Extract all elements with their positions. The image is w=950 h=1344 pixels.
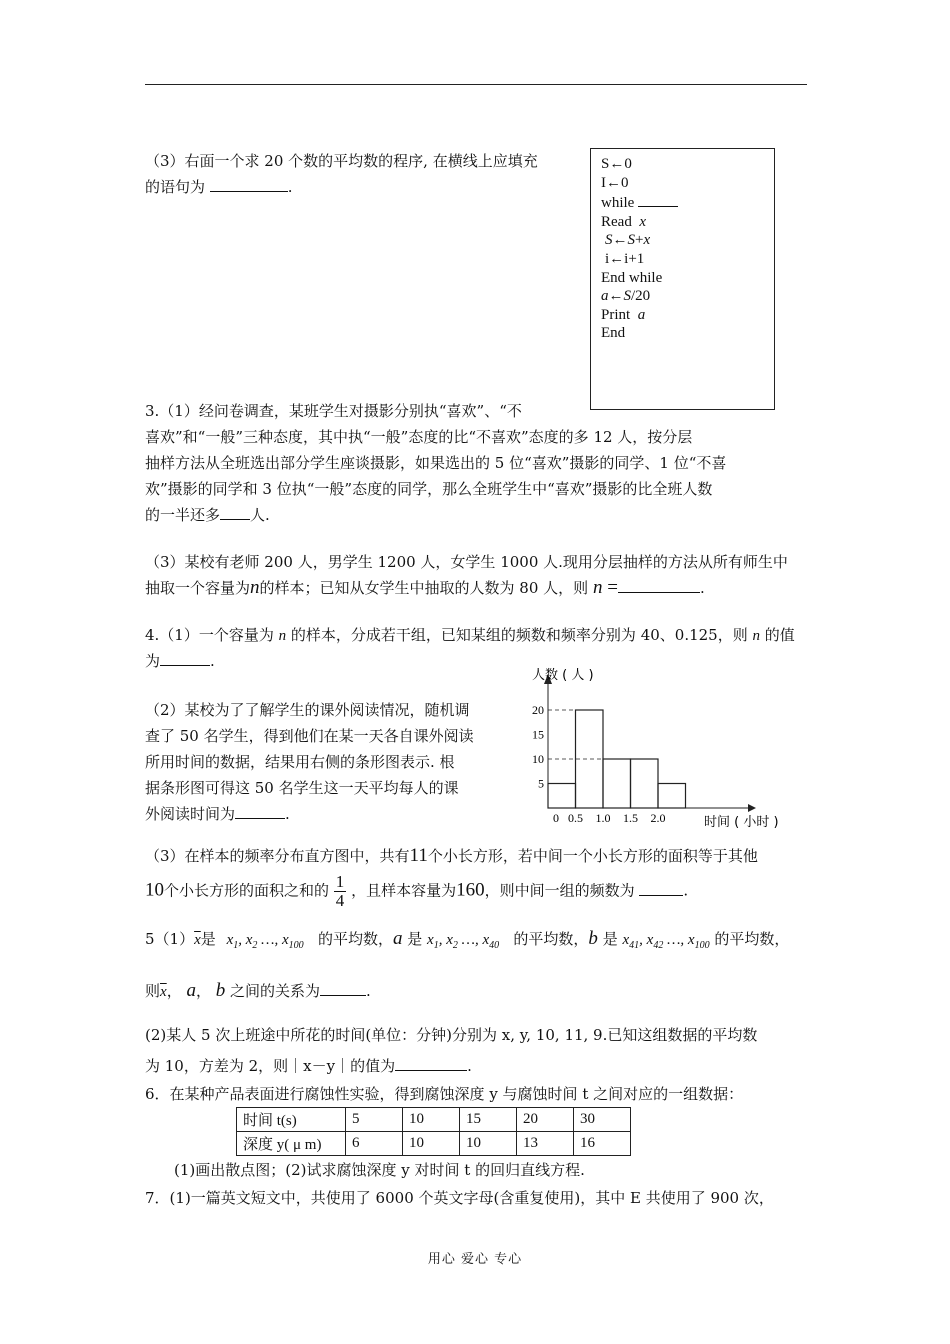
reading-time-bar-chart [520,660,780,835]
q3-1-line4: 欢”摄影的同学和 3 位执“一般”态度的同学，那么全班学生中“喜欢”摄影的比全班人数 [145,480,713,498]
table-cell: 6 [346,1132,403,1156]
table-cell: 13 [517,1132,574,1156]
row-label: 深度 y( μ m) [237,1132,346,1156]
corrosion-data-table [236,1107,631,1156]
q3-1-line3: 抽样方法从全班选出部分学生座谈摄影，如果选出的 5 位“喜欢”摄影的同学、1 位“不喜 [145,454,727,472]
q4-2-line2: 查了 50 名学生，得到他们在某一天各自课外阅读 [145,727,474,745]
q3-1-line5: 的一半还多 人. [145,506,270,524]
q2-3-line2: 的语句为 . [145,178,293,196]
code-line-2: I←0 [601,174,629,191]
while-blank[interactable] [638,192,678,207]
x-tick-label: 0 [553,811,559,825]
table-cell: 10 [403,1108,460,1132]
answer-blank[interactable] [395,1056,467,1071]
q5-1-line2: 则$\overline{x}$， a， b 之间的关系为 . [145,980,371,1001]
x-tick-label: 1.5 [623,811,638,825]
q4-3-line1: （3）在样本的频率分布直方图中，共有11个小长方形，若中间一个小长方形的面积等于其他 [145,845,758,866]
answer-blank[interactable] [639,881,683,896]
y-tick-label: 20 [532,703,544,717]
code-line-8: a←S/20 [601,288,651,305]
table-cell: 30 [574,1108,631,1132]
code-line-1: S←0 [601,156,632,172]
q3-3-line1: （3）某校有老师 200 人，男学生 1200 人，女学生 1000 人.现用分层抽样的方法从所有师生中 [145,553,788,571]
q3-1-line2: 喜欢”和“一般”三种态度，其中执“一般”态度的比“不喜欢”态度的多 12 人，按分层 [145,428,693,446]
code-line-6: i←i+1 [605,250,645,267]
x-axis-arrow [748,804,756,812]
y-tick-label: 15 [532,727,544,742]
q5-1-line1: $5(1)\overline{x}$是 $x_1$, $x_2$ …, $x_{100}$ 的平均数，a 是 $x_1$, $x_2$ …, $x_{40}$ 的平均数，b 是 $x_{41}$, $x_{42}$ …, $x_{100}$ 的平均数， [145,928,790,951]
q4-2-line3: 所用时间的数据，结果用右侧的条形图表示. 根 [145,753,455,771]
q7-line1: 7．(1)一篇英文短文中，共使用了 6000 个英文字母(含重复使用)，其中 E 共使用了 900 次， [145,1189,774,1207]
y-tick-label: 10 [532,752,544,766]
answer-blank[interactable] [160,651,210,666]
x-tick-label: 0.5 [568,811,583,825]
x-tick-label: 2.0 [650,811,666,825]
y-axis-label: 人数 ( 人 ) [532,668,594,683]
header-rule [145,84,807,85]
q4-2-line5: 外阅读时间为 . [145,805,290,823]
row-label: 时间 t(s) [237,1108,346,1132]
q4-2-line1: （2）某校为了了解学生的课外阅读情况，随机调 [145,701,470,719]
table-row [237,1108,631,1132]
table-row [237,1132,631,1156]
answer-blank[interactable] [618,578,700,593]
bar [603,759,631,808]
q5-2-line2: 为 10，方差为 2，则｜x－y｜的值为 . [145,1057,472,1075]
q4-2-line4: 据条形图可得这 50 名学生这一天平均每人的课 [145,779,459,797]
q2-3-line1: （3）右面一个求 20 个数的平均数的程序, 在横线上应填充 [145,152,538,170]
answer-blank[interactable] [220,505,250,520]
q3-1-line1: 3.（1）经问卷调查，某班学生对摄影分别执“喜欢”、“不 [145,402,522,420]
q6-tasks: (1)画出散点图；(2)试求腐蚀深度 y 对时间 t 的回归直线方程. [174,1161,585,1179]
bar [658,784,686,809]
bar [631,759,659,808]
code-line-10: End [601,325,626,342]
table-cell: 5 [346,1108,403,1132]
table-cell: 15 [460,1108,517,1132]
fraction-one-quarter: $\frac{1}{4}$ [335,872,345,910]
page-footer: 用心 爱心 专心 [427,1252,523,1267]
q6-line1: 6．在某种产品表面进行腐蚀性实验，得到腐蚀深度 y 与腐蚀时间 t 之间对应的一组数据： [145,1085,744,1103]
answer-blank[interactable] [210,177,288,192]
program-code [601,155,678,343]
table-cell: 16 [574,1132,631,1156]
table-cell: 10 [460,1132,517,1156]
q4-1-line2: 为 . [145,652,215,670]
q4-3-line2: 10个小长方形的面积之和的 $\frac{1}{4}$ ，且样本容量为160，则中间一组的频数为 . [145,872,689,910]
code-line-4: Read x [601,213,646,230]
code-line-9: Print a [601,306,646,323]
q3-3-line2: 抽取一个容量为n的样本；已知从女学生中抽取的人数为 80 人，则 n = . [145,577,705,598]
q4-1-line1: 4.（1）一个容量为 n 的样本，分成若干组，已知某组的频数和频率分别为 40、0.125，则 n 的值 [145,626,795,644]
table-cell: 10 [403,1132,460,1156]
x-tick-label: 1.0 [595,811,611,825]
table-cell: 20 [517,1108,574,1132]
code-line-5: S←S+x [605,232,651,249]
x-axis-label: 时间 ( 小时 ) [704,815,779,830]
code-line-7: End while [601,269,663,286]
answer-blank[interactable] [320,981,366,996]
answer-blank[interactable] [235,804,285,819]
code-line-3: while [601,192,678,213]
program-box [590,148,775,410]
bar [548,784,576,809]
q5-2-line1: (2)某人 5 次上班途中所花的时间(单位：分钟)分别为 x, y, 10, 11, 9.已知这组数据的平均数 [145,1026,758,1044]
y-tick-label: 5 [538,776,544,791]
